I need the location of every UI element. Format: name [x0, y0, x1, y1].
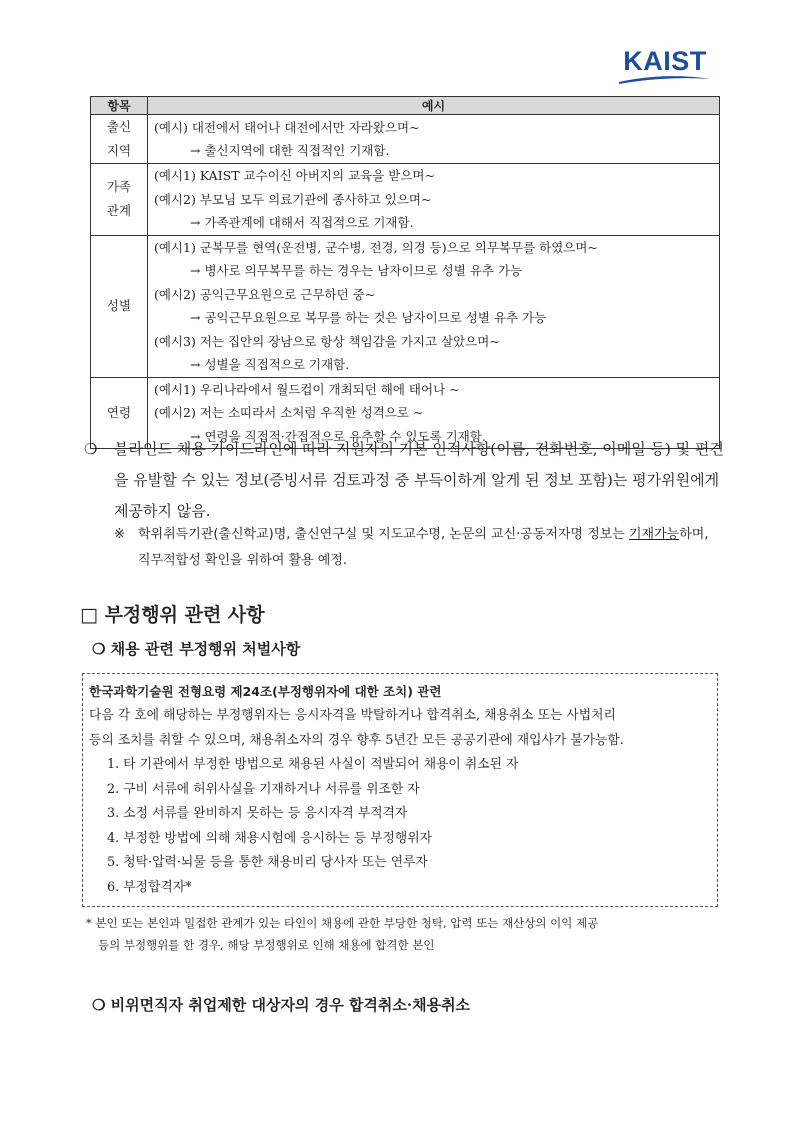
table-row [91, 115, 720, 164]
example-line: (예시1) 우리나라에서 월드컵이 개최되던 해에 태어나 ~ [154, 381, 460, 397]
category-line: 가족 [106, 179, 132, 195]
example-conclusion: → 공익근무요원으로 복무를 하는 것은 남자이므로 성별 유추 가능 [190, 310, 547, 325]
reference-note [114, 522, 724, 574]
example-conclusion: → 성별을 직접적으로 기재함. [190, 357, 350, 372]
list-item: 4. 부정한 방법에 의해 채용시험에 응시하는 등 부정행위자 [107, 830, 433, 846]
example-line: (예시2) 공익근무요원으로 근무하던 중~ [154, 286, 376, 302]
category-line: 연령 [106, 404, 132, 420]
example-line: (예시1) KAIST 교수이신 아버지의 교육을 받으며~ [154, 168, 435, 183]
footnote-line: 등의 부정행위를 한 경우, 해당 부정행위로 인해 채용에 합격한 본인 [98, 938, 435, 952]
category-line: 출신 [106, 119, 132, 134]
header-category: 항목 [91, 97, 148, 115]
example-conclusion: → 가족관계에 대해서 직접적으로 기재함. [190, 215, 414, 230]
example-conclusion: → 출신지역에 대한 직접적인 기재함. [190, 143, 390, 158]
subsection-title-dismissal: ❍ 비위면직자 취업제한 대상자의 경우 합격취소·채용취소 [92, 996, 471, 1014]
regulation-box [82, 673, 718, 907]
list-item: 2. 구비 서류에 허위사실을 기재하거나 서류를 위조한 자 [107, 781, 420, 797]
blind-hiring-bullet [84, 434, 724, 527]
list-item: 1. 타 기관에서 부정한 방법으로 채용된 사실이 적발되어 채용이 취소된 자 [107, 757, 519, 772]
row-examples [148, 235, 720, 377]
circle-bullet-icon: ❍ [84, 440, 98, 458]
example-line: (예시2) 저는 소띠라서 소처럼 우직한 성격으로 ~ [154, 405, 424, 420]
note-underlined: 기재가능 [629, 527, 680, 542]
examples-table [90, 96, 720, 449]
example-line: (예시1) 군복무를 현역(운전병, 군수병, 전경, 의경 등)으로 의무복무를 하였으며~ [154, 239, 598, 255]
section-title: □ 부정행위 관련 사항 [80, 604, 265, 626]
kaist-logo [617, 48, 713, 88]
footnote [86, 912, 722, 956]
table-header-row [91, 97, 720, 115]
example-line: (예시3) 저는 집안의 장남으로 항상 책임감을 가지고 살았으며~ [154, 333, 500, 349]
table-row [91, 164, 720, 236]
regulation-paragraph: 등의 조치를 취할 수 있으며, 채용취소자의 경우 향후 5년간 모든 공공기관에 재입사가 불가능함. [89, 732, 624, 748]
category-line: 지역 [106, 143, 132, 158]
footnote-line: * 본인 또는 본인과 밀접한 관계가 있는 타인이 채용에 관한 부당한 청탁, 압력 또는 재산상의 이익 제공 [86, 916, 599, 930]
row-examples [148, 164, 720, 236]
note-text-before: 학위취득기관(출신학교)명, 출신연구실 및 지도교수명, 논문의 교신·공동저자명 정보는 [138, 527, 629, 542]
list-item: 6. 부정합격자* [107, 879, 192, 895]
subsection-title-penalties: ❍ 채용 관련 부정행위 처벌사항 [92, 640, 301, 658]
example-conclusion: → 병사로 의무복무를 하는 경우는 남자이므로 성별 유추 가능 [190, 263, 523, 278]
logo-text: KAIST [623, 46, 707, 76]
note-text-after: 하며, 직무적합성 확인을 위하여 활용 예정. [138, 527, 709, 568]
row-category [91, 164, 148, 236]
row-category [91, 115, 148, 164]
note-text [138, 522, 724, 574]
note-mark-icon: ※ [114, 527, 125, 542]
row-category [91, 235, 148, 377]
regulation-paragraph: 다음 각 호에 해당하는 부정행위자는 응시자격을 박탈하거나 합격취소, 채용취소 또는 사법처리 [89, 708, 616, 723]
example-line: (예시2) 부모님 모두 의료기관에 종사하고 있으며~ [154, 191, 432, 207]
regulation-heading: 한국과학기술원 전형요령 제24조(부정행위자에 대한 조치) 관련 [89, 684, 442, 699]
list-item: 3. 소정 서류를 완비하지 못하는 등 응시자격 부적격자 [107, 806, 408, 821]
blind-hiring-text: 블라인드 채용 가이드라인에 따라 지원자의 기본 인적사항(이름, 전화번호, 이메일 등) 및 편견을 유발할 수 있는 정보(증빙서류 검토과정 중 부득이하게 알게 된 정보 포함)는 평가위원에게 제공하지 않음. [114, 440, 724, 520]
category-line: 성별 [106, 298, 132, 313]
table-row [91, 235, 720, 377]
row-examples [148, 115, 720, 164]
example-line: (예시) 대전에서 태어나 대전에서만 자라왔으며~ [154, 119, 420, 135]
list-item: 5. 청탁·압력·뇌물 등을 통한 채용비리 당사자 또는 연루자 [107, 855, 428, 870]
category-line: 관계 [106, 203, 132, 219]
header-example: 예시 [148, 97, 720, 115]
example-conclusion: → 연령을 직접적·간접적으로 유추할 수 있도록 기재함. [190, 428, 486, 444]
